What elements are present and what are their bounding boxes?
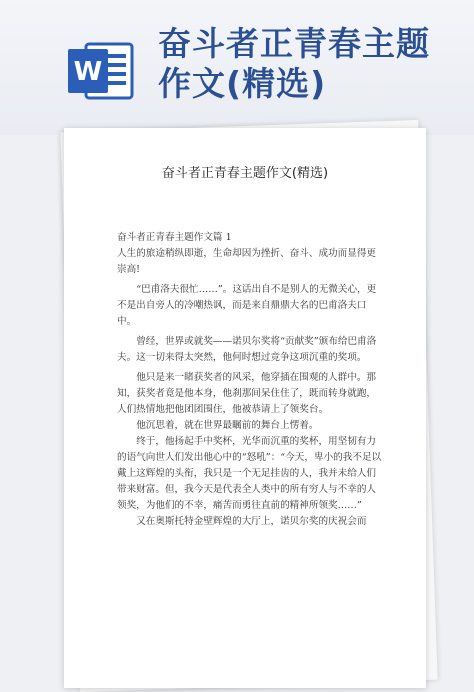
- paragraph: 他沉思着，就在世界最瞩前的舞台上愣着。: [136, 420, 319, 431]
- page-title: [158, 24, 458, 104]
- paragraph: 他只是来一睹获奖者的风采，他穿插在围观的人群中。那知，获奖者竟是他本身，他刹那间呆住住了，既而转身就跑，人们热情地把他团团围住，他被恭请上了领奖台。: [117, 372, 377, 415]
- svg-text:W: W: [73, 57, 103, 87]
- paragraph: 人生的旅途稍纵即逝，生命却因为挫折、奋斗、成功而显得更崇高!: [117, 248, 377, 275]
- paragraph: 终于，他扬起手中奖杯，光华而沉重的奖杯，用坚韧有力的语气向世人们发出他心中的“怒吼”：“今天，卑小的我不足以戴上这辉煌的头衔，我只是一个无足挂齿的人，我并未给人们带来财富。但，我今天是代表全人类中的所有穷人与不幸的人领奖，为他们的不幸，痛苦而勇往直前的精神所领奖……”: [117, 436, 382, 511]
- paragraph: “巴甫洛夫很忙……”。这话出自不是别人的无微关心，更不是出自旁人的冷嘲热讽，而是来自鼎鼎大名的巴甫洛夫口中。: [117, 284, 377, 327]
- essay-heading: 奋斗者正青春主题作文篇 1: [117, 232, 232, 243]
- header-banner: [0, 0, 474, 135]
- title-line-2: 作文(精选): [158, 64, 327, 103]
- paragraph: 曾经，世界或就奖——诺贝尔奖将“贡献奖”颁布给巴甫洛夫。这一切来得太突然，他何时想过竞争这项沉重的奖项。: [117, 336, 377, 363]
- document-body: [117, 230, 382, 530]
- document-title: 奋斗者正青春主题作文(精选): [161, 166, 329, 181]
- paragraph: 又在奥斯托特金壁辉煌的大厅上，诺贝尔奖的庆祝会而: [136, 516, 367, 527]
- word-document-icon: [64, 36, 136, 106]
- title-line-1: 奋斗者正青春主题: [158, 24, 430, 63]
- document-page: [64, 128, 426, 688]
